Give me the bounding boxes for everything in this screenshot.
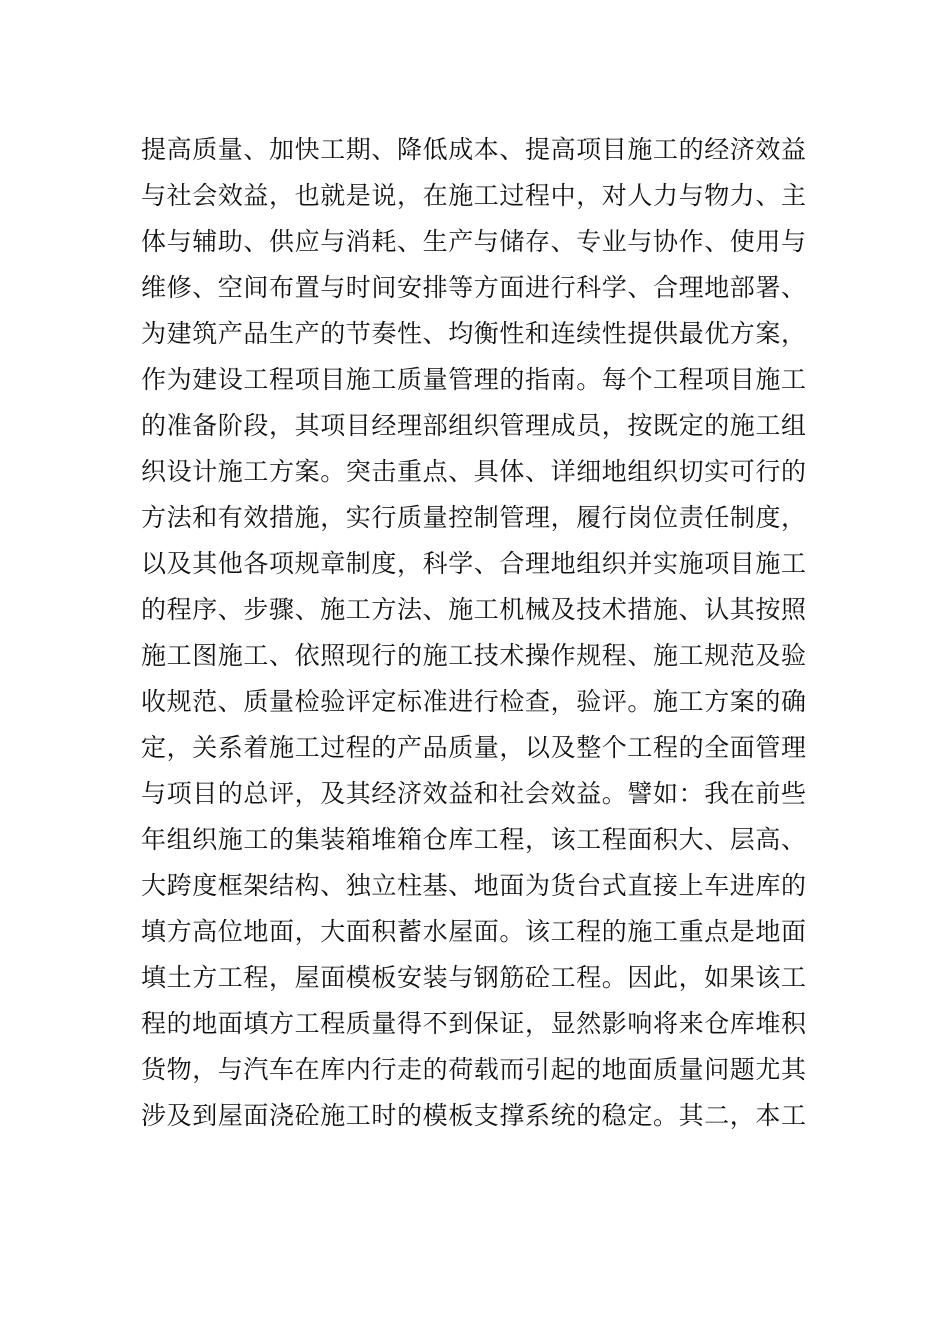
- text-line-2: 与社会效益，也就是说，在施工过程中，对人力与物力、主: [141, 181, 807, 210]
- text-line-1: 提高质量、加快工期、降低成本、提高项目施工的经济效益: [141, 135, 807, 164]
- text-line-4: 维修、空间布置与时间安排等方面进行科学、合理地部署、: [141, 273, 807, 302]
- text-line-11: 的程序、步骤、施工方法、施工机械及技术措施、认其按照: [141, 595, 807, 624]
- text-line-10: 以及其他各项规章制度，科学、合理地组织并实施项目施工: [141, 549, 807, 578]
- text-line-16: 年组织施工的集装箱堆箱仓库工程，该工程面积大、层高、: [141, 825, 807, 854]
- text-line-21: 货物，与汽车在库内行走的荷载而引起的地面质量问题尤其: [141, 1055, 807, 1084]
- text-line-12: 施工图施工、依照现行的施工技术操作规程、施工规范及验: [141, 641, 807, 670]
- text-line-9: 方法和有效措施，实行质量控制管理，履行岗位责任制度，: [141, 503, 807, 532]
- text-line-6: 作为建设工程项目施工质量管理的指南。每个工程项目施工: [141, 365, 807, 394]
- text-line-8: 织设计施工方案。突击重点、具体、详细地组织切实可行的: [141, 457, 807, 486]
- text-line-15: 与项目的总评，及其经济效益和社会效益。譬如：我在前些: [141, 779, 807, 808]
- text-line-17: 大跨度框架结构、独立柱基、地面为货台式直接上车进库的: [141, 871, 807, 900]
- text-line-20: 程的地面填方工程质量得不到保证，显然影响将来仓库堆积: [141, 1009, 807, 1038]
- text-line-14: 定，关系着施工过程的产品质量，以及整个工程的全面管理: [141, 733, 807, 762]
- text-line-22: 涉及到屋面浇砼施工时的模板支撑系统的稳定。其二，本工: [141, 1101, 807, 1130]
- text-line-7: 的准备阶段，其项目经理部组织管理成员，按既定的施工组: [141, 411, 807, 440]
- text-line-19: 填土方工程，屋面模板安装与钢筋砼工程。因此，如果该工: [141, 963, 807, 992]
- body-paragraph: [141, 127, 821, 1139]
- text-line-18: 填方高位地面，大面积蓄水屋面。该工程的施工重点是地面: [141, 917, 807, 946]
- text-line-5: 为建筑产品生产的节奏性、均衡性和连续性提供最优方案，: [141, 319, 807, 348]
- text-line-3: 体与辅助、供应与消耗、生产与储存、专业与协作、使用与: [141, 227, 807, 256]
- text-line-13: 收规范、质量检验评定标准进行检查，验评。施工方案的确: [141, 687, 807, 716]
